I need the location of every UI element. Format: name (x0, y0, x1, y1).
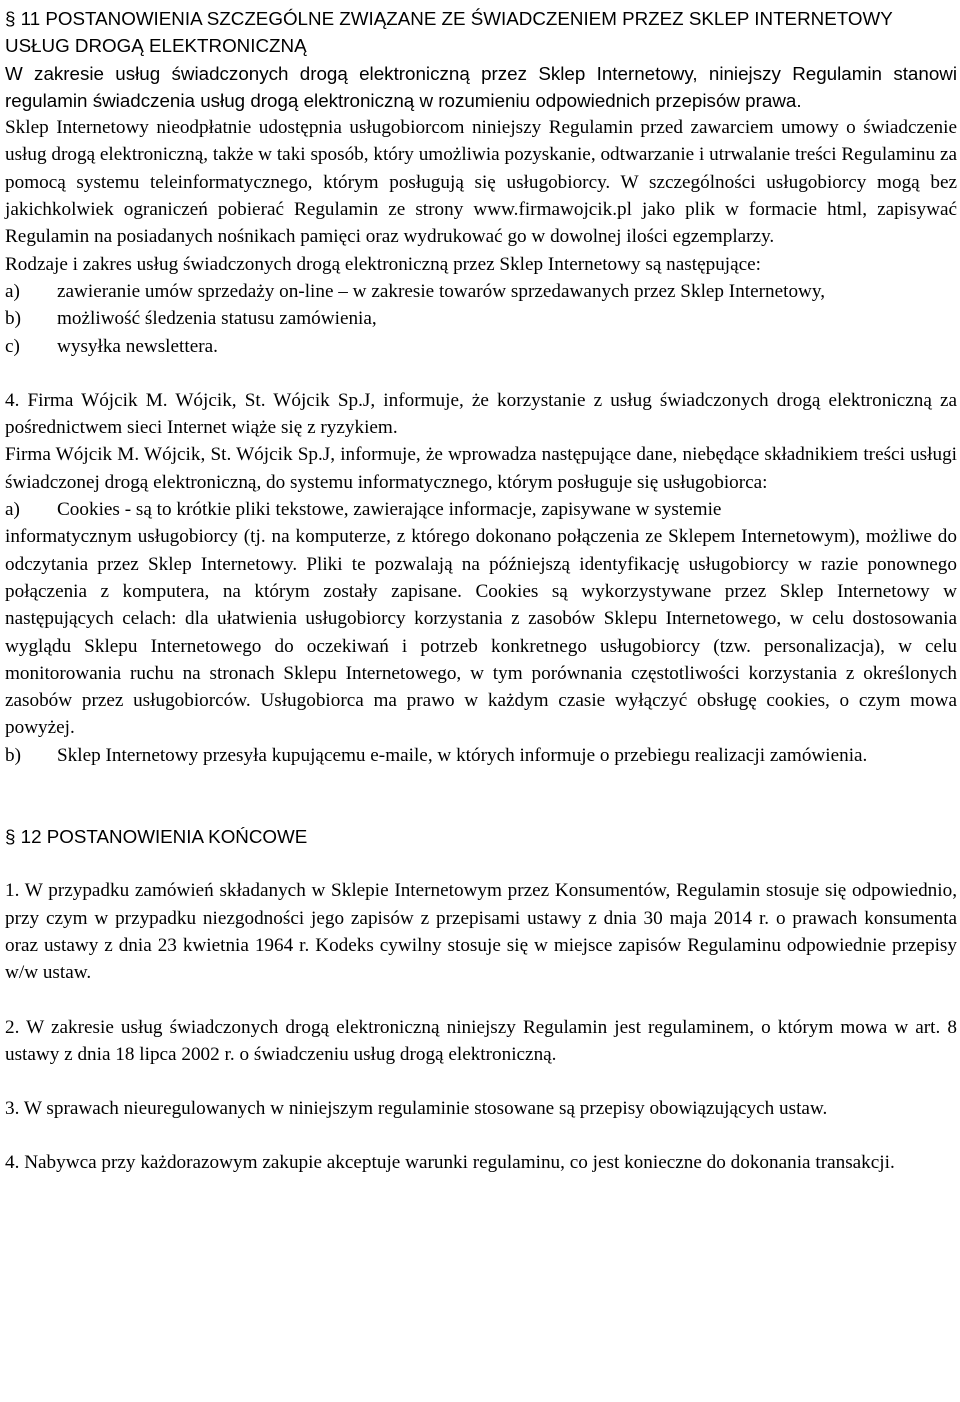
data-items-list (5, 496, 957, 769)
services-intro-paragraph: Rodzaje i zakres usług świadczonych drogą elektroniczną przez Sklep Internetowy są następujące: (5, 253, 762, 275)
list-item (5, 278, 957, 305)
list-item-text: Sklep Internetowy przesyła kupującemu e-maile, w których informuje o przebiegu realizacji zamówienia. (57, 744, 868, 766)
list-marker: b) (5, 744, 21, 766)
list-item-text: możliwość śledzenia statusu zamówienia, (57, 308, 377, 330)
list-item-text: Cookies - są to krótkie pliki tekstowe, zawierające informacje, zapisywane w systemie (57, 499, 722, 521)
list-marker: a) (5, 280, 20, 302)
section-11-intro: W zakresie usług świadczonych drogą elektroniczną przez Sklep Internetowy, niniejszy Regulamin stanowi regulamin świadczenia usług drogą elektroniczną w rozumieniu odpowiednich przepisów prawa. (5, 62, 957, 111)
list-item-text: zawieranie umów sprzedaży on-line – w zakresie towarów sprzedawanych przez Sklep Internetowy, (57, 280, 826, 302)
document-page (5, 5, 957, 1177)
list-marker: a) (5, 499, 20, 521)
risk-notice-paragraph: 4. Firma Wójcik M. Wójcik, St. Wójcik Sp.J, informuje, że korzystanie z usług świadczonych drogą elektroniczną za pośrednictwem sieci Internet wiąże się z ryzykiem. (5, 389, 957, 439)
data-notice-paragraph: Firma Wójcik M. Wójcik, St. Wójcik Sp.J, informuje, że wprowadza następujące dane, niebędące składnikiem treści usługi świadczonej drogą elektroniczną, do systemu informatycznego, którym posługuje się usługobiorca: (5, 444, 957, 493)
section-12-heading: § 12 POSTANOWIENIA KOŃCOWE (5, 826, 308, 848)
final-provision-1: 1. W przypadku zamówień składanych w Sklepie Internetowym przez Konsumentów, Regulamin stosuje się odpowiednio, przy czym w przypadku niezgodności jego zapisów z przepisami ustawy z dnia 30 maja 2014 r. o prawach konsumenta oraz ustawy z dnia 23 kwietnia 1964 r. Kodeks cywilny stosuje się w miejsce zapisów Regulaminu odpowiednie przepisy w/w ustaw. (5, 880, 957, 984)
list-item (5, 742, 957, 769)
list-marker: c) (5, 335, 20, 357)
services-list (5, 278, 957, 360)
list-item (5, 305, 957, 332)
list-item (5, 496, 957, 523)
list-marker: b) (5, 308, 21, 330)
final-provision-3: 3. W sprawach nieuregulowanych w niniejszym regulaminie stosowane są przepisy obowiązujących ustaw. (5, 1098, 828, 1120)
section-11 (5, 5, 957, 114)
regulamin-availability-paragraph: Sklep Internetowy nieodpłatnie udostępnia usługobiorcom niniejszy Regulamin przed zawarciem umowy o świadczenie usług drogą elektroniczną, także w taki sposób, który umożliwia pozyskanie, odtwarzanie i utrwalanie treści Regulaminu za pomocą systemu teleinformatycznego, którym posługują się usługobiorcy. W szczególności usługobiorcy mogą bez jakichkolwiek ograniczeń pobierać Regulamin ze strony www.firmawojcik.pl jako plik w formacie html, zapisywać Regulamin na posiadanych nośnikach pamięci oraz wydrukować go w dowolnej ilości egzemplarzy. (5, 117, 957, 248)
section-12 (5, 823, 957, 1177)
list-item-text: wysyłka newslettera. (57, 335, 218, 357)
final-provision-4: 4. Nabywca przy każdorazowym zakupie akceptuje warunki regulaminu, co jest konieczne do dokonania transakcji. (5, 1152, 895, 1174)
section-11-heading: § 11 POSTANOWIENIA SZCZEGÓLNE ZWIĄZANE ZE ŚWIADCZENIEM PRZEZ SKLEP INTERNETOWY USŁUG DROGĄ ELEKTRONICZNĄ (5, 8, 893, 57)
final-provision-2: 2. W zakresie usług świadczonych drogą elektroniczną niniejszy Regulamin jest regulaminem, o którym mowa w art. 8 ustawy z dnia 18 lipca 2002 r. o świadczeniu usług drogą elektroniczną. (5, 1016, 957, 1065)
cookies-description: informatycznym usługobiorcy (tj. na komputerze, z którego dokonano połączenia ze Sklepem Internetowym), możliwe do odczytania przez Sklep Internetowy. Pliki te pozwalają na późniejszą identyfikację usługobiorcy w razie ponownego połączenia z komputera, na którym zostały zapisane. Cookies są wykorzystywane przez Sklep Internetowy w następujących celach: dla ułatwienia usługobiorcy korzystania z zasobów Sklepu Internetowego, w celu dostosowania wyglądu Sklepu Internetowego do oczekiwań i potrzeb konkretnego usługobiorcy (tzw. personalizacja), w celu monitorowania ruchu na stronach Sklepu Internetowego, w tym porównania częstotliwości korzystania z określonych zasobów przez usługobiorców. Usługobiorca ma prawo w każdym czasie wyłączyć obsługę cookies, o czym mowa powyżej. (5, 526, 957, 739)
list-item (5, 333, 957, 360)
